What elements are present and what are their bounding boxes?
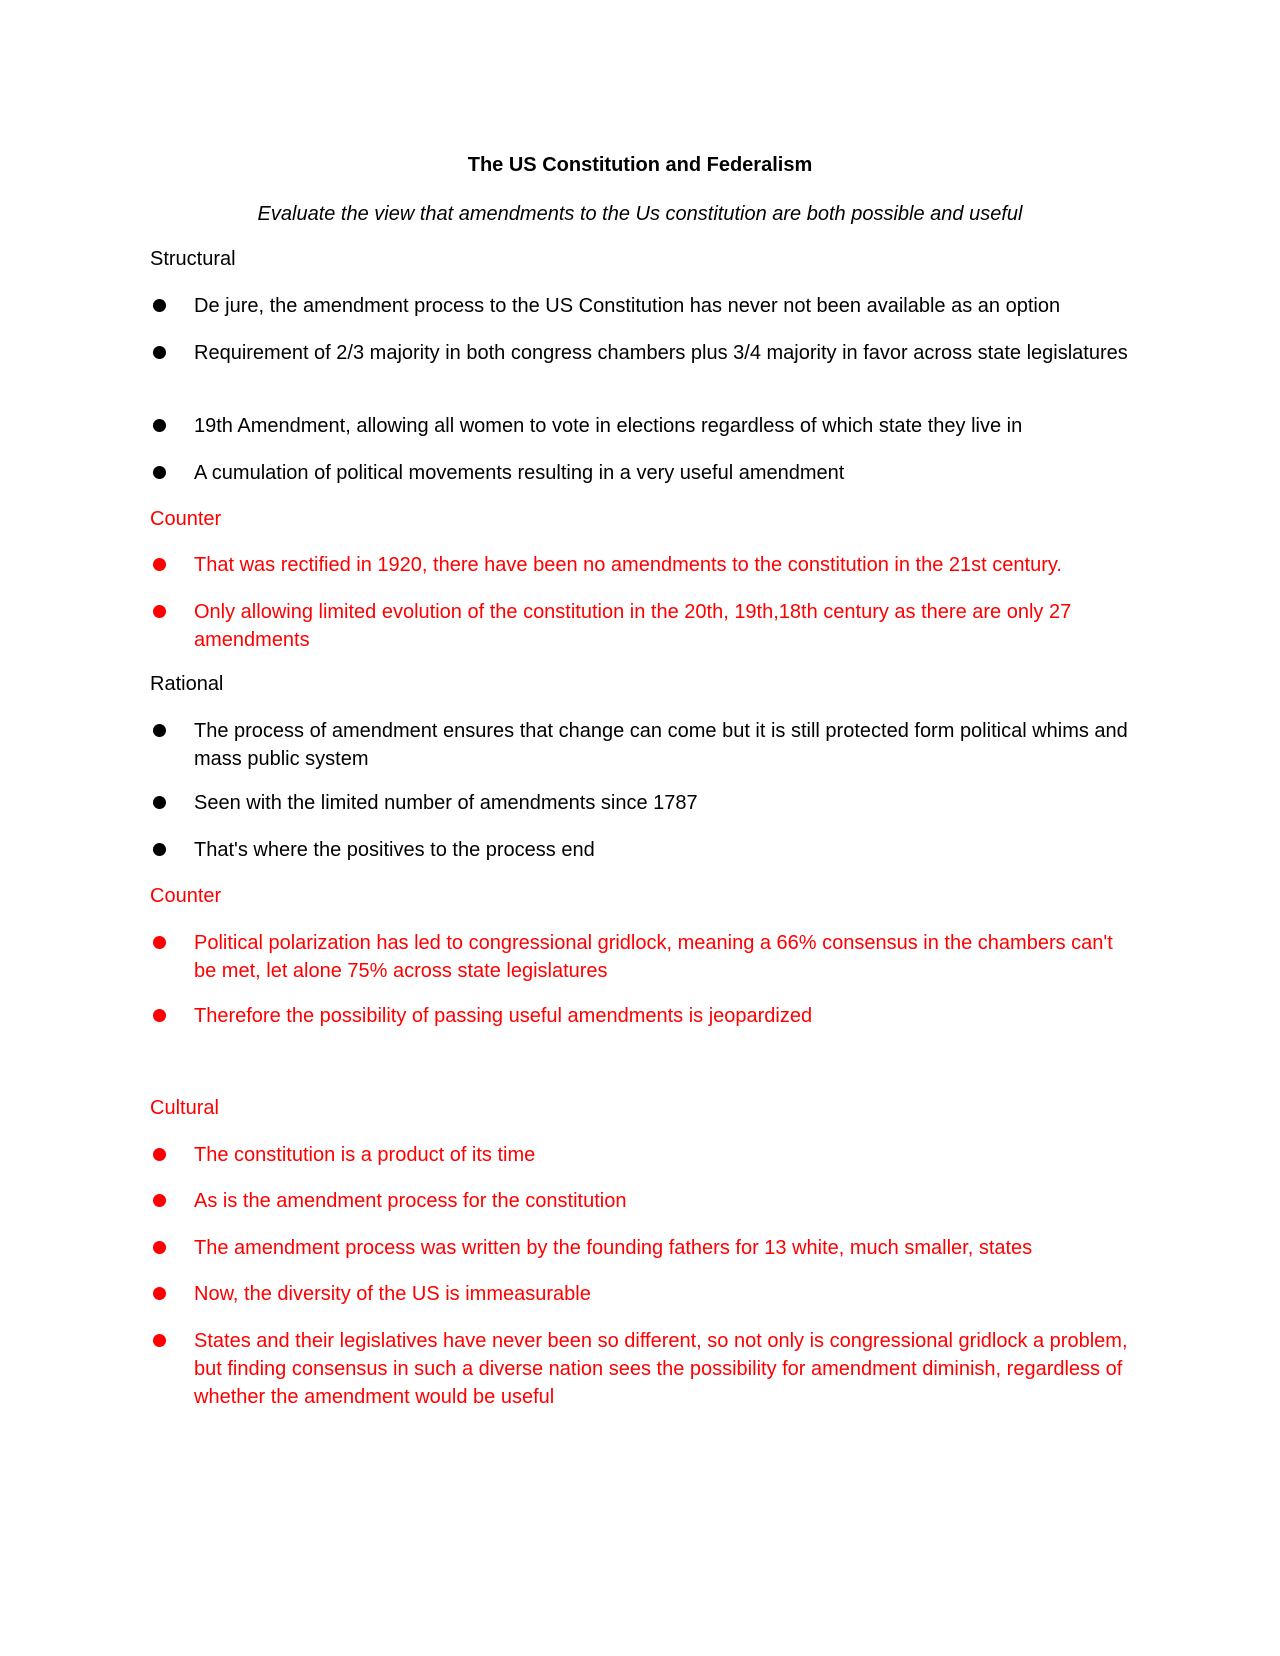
bullet-icon xyxy=(153,299,166,312)
list-item-text: That was rectified in 1920, there have been no amendments to the constitution in the 21st century. xyxy=(194,554,1062,576)
section-heading-rational: Rational xyxy=(150,673,224,695)
section-heading-cultural: Cultural xyxy=(150,1097,219,1119)
list-item-text: The amendment process was written by the founding fathers for 13 white, much smaller, states xyxy=(194,1237,1033,1259)
list-item-text: Seen with the limited number of amendments since 1787 xyxy=(194,792,698,814)
essay-question: Evaluate the view that amendments to the Us constitution are both possible and useful xyxy=(257,203,1023,225)
list-item-text: 19th Amendment, allowing all women to vote in elections regardless of which state they live in xyxy=(194,415,1023,437)
list-item-text: The process of amendment ensures that change can come but it is still protected form political whims and mass public system xyxy=(194,720,1128,770)
list-item-text: Therefore the possibility of passing useful amendments is jeopardized xyxy=(194,1005,813,1027)
list-item-text: Only allowing limited evolution of the constitution in the 20th, 19th,18th century as there are only 27 amendments xyxy=(194,601,1072,651)
bullet-icon xyxy=(153,558,166,571)
list-item-text: De jure, the amendment process to the US Constitution has never not been available as an option xyxy=(194,295,1061,317)
list-item-text: That's where the positives to the process end xyxy=(194,839,595,861)
bullet-icon xyxy=(153,1194,166,1207)
bullet-icon xyxy=(153,796,166,809)
list-item-text: Now, the diversity of the US is immeasurable xyxy=(194,1283,591,1305)
bullet-icon xyxy=(153,346,166,359)
document-title: The US Constitution and Federalism xyxy=(467,154,813,176)
list-item-text: A cumulation of political movements resulting in a very useful amendment xyxy=(194,462,845,484)
section-heading-structural: Structural xyxy=(150,248,236,270)
bullet-icon xyxy=(153,724,166,737)
bullet-icon xyxy=(153,1287,166,1300)
list-item-text: The constitution is a product of its time xyxy=(194,1144,536,1166)
bullet-icon xyxy=(153,1148,166,1161)
bullet-icon xyxy=(153,936,166,949)
bullet-icon xyxy=(153,605,166,618)
bullet-icon xyxy=(153,1334,166,1347)
list-item-text: Requirement of 2/3 majority in both congress chambers plus 3/4 majority in favor across state legislatures xyxy=(194,342,1128,364)
bullet-icon xyxy=(153,1241,166,1254)
list-item-text: As is the amendment process for the constitution xyxy=(194,1190,627,1212)
list-item-text: Political polarization has led to congressional gridlock, meaning a 66% consensus in the chambers can't be met, let alone 75% across state legislatures xyxy=(194,932,1113,982)
bullet-icon xyxy=(153,466,166,479)
list-item-text: States and their legislatives have never been so different, so not only is congressional gridlock a problem, but finding consensus in such a diverse nation sees the possibility for amendment diminish, regardless of whether the amendment would be useful xyxy=(194,1330,1128,1408)
bullet-icon xyxy=(153,843,166,856)
section-heading-counter: Counter xyxy=(150,508,222,530)
bullet-icon xyxy=(153,419,166,432)
bullet-icon xyxy=(153,1009,166,1022)
section-heading-counter: Counter xyxy=(150,885,222,907)
